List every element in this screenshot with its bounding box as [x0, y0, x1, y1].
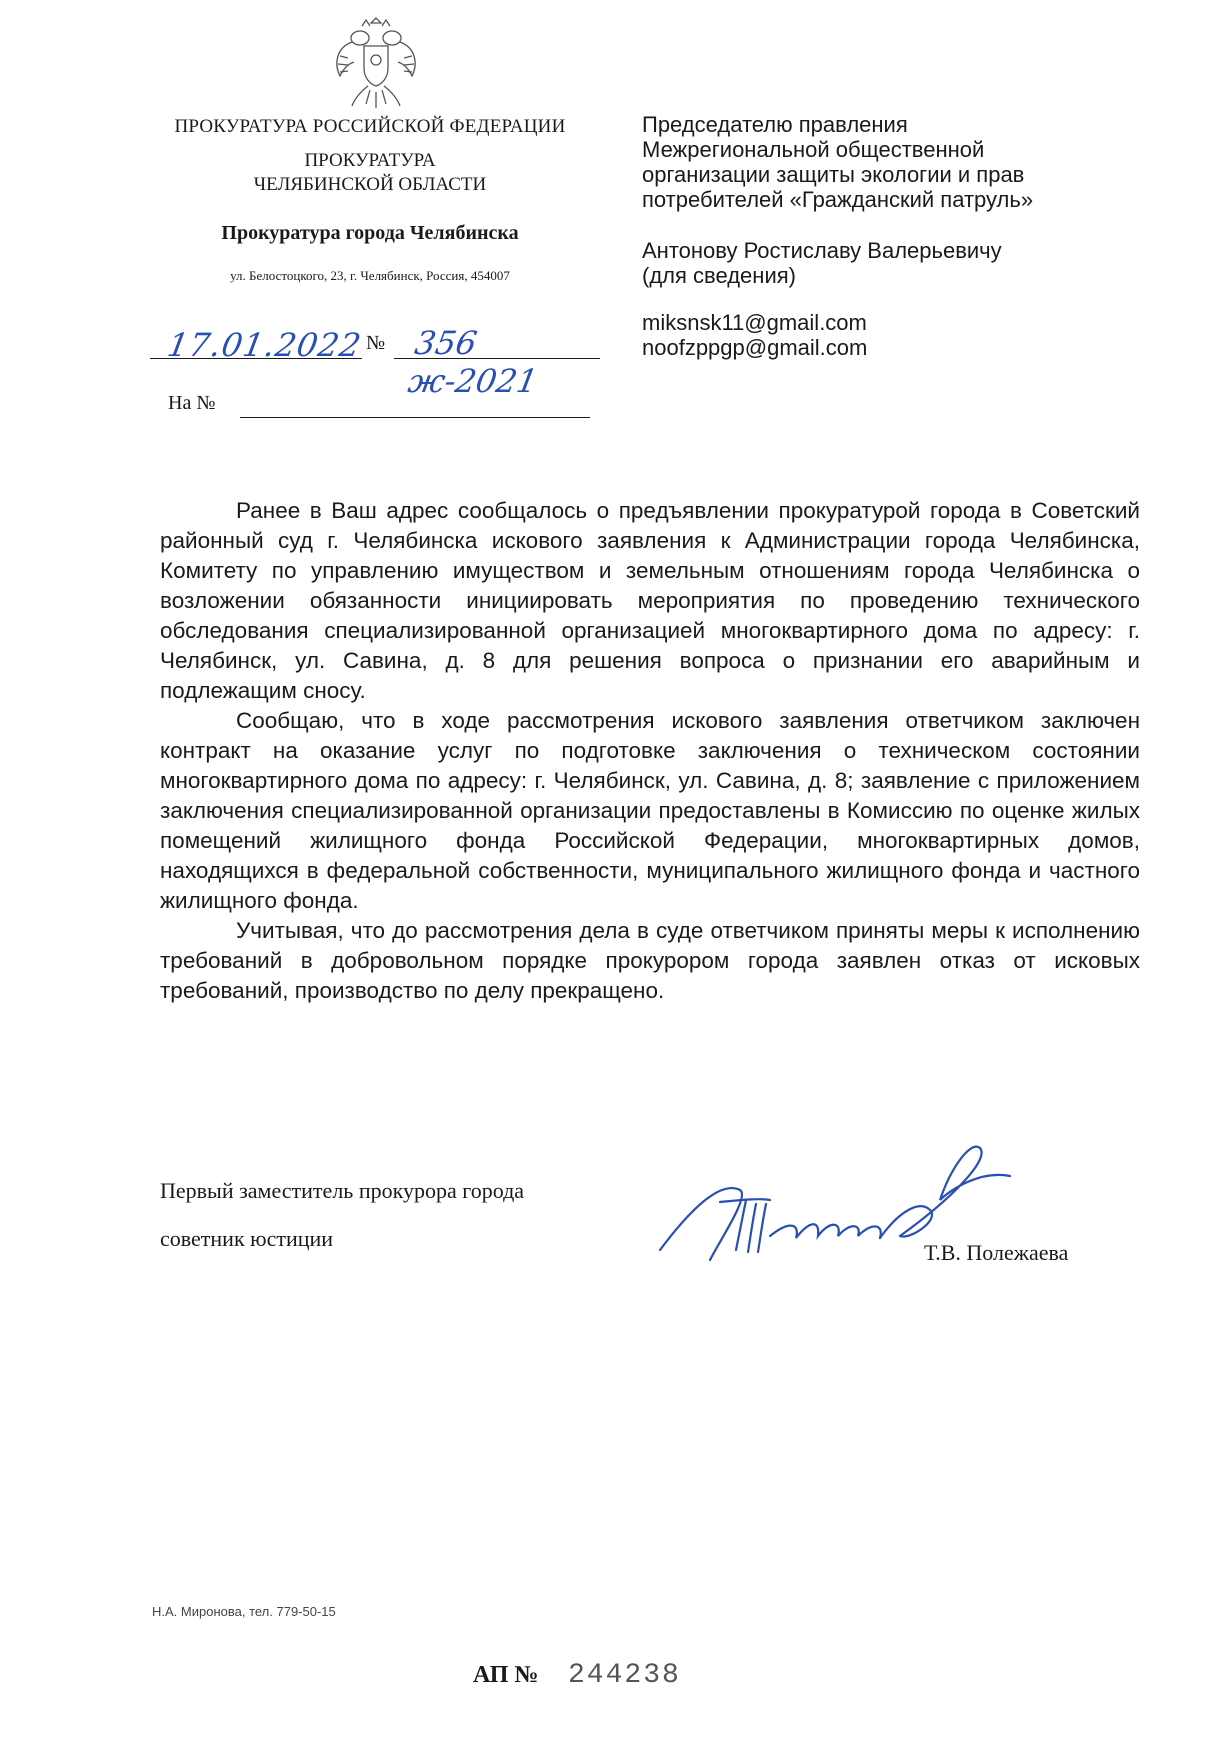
reply-reference-underline — [240, 417, 590, 418]
addressee-emails — [642, 310, 867, 360]
signer-position: Первый заместитель прокурора города — [160, 1178, 525, 1203]
form-serial-number: 244238 — [568, 1660, 681, 1691]
email-1: miksnsk11@gmail.com — [642, 310, 867, 335]
addressee-note: (для сведения) — [642, 263, 796, 288]
addressee-name: Антонову Ростиславу Валерьевичу — [642, 238, 1002, 263]
double-headed-eagle-emblem-icon — [330, 12, 422, 112]
addressee-line: потребителей «Гражданский патруль» — [642, 187, 1034, 212]
number-sign: № — [366, 332, 386, 354]
addressee-line: Межрегиональной общественной — [642, 137, 985, 162]
paragraph-2: Сообщаю, что в ходе рассмотрения искового заявления ответчиком заключен контракт на оказание услуг по подготовке заключения о техническом состоянии многоквартирного дома по адресу: г. Челябинск, ул. Савина, д. 8; заявление с приложением заключения специализированной организации предоставлены в Комиссию по оценке жилых помещений жилищного фонда Российской Федерации, многоквартирных домов, находящихся в федеральной собственности, муниципального жилищного фонда и частного жилищного фонда. — [160, 708, 1140, 913]
paragraph-1: Ранее в Ваш адрес сообщалось о предъявлении прокуратурой города в Советский районный суд г. Челябинска искового заявления к Администрации города Челябинска, Комитету по управлению имуществом и земельным отношениям города Челябинска о возложении обязанности инициировать мероприятия по проведению технического обследования специализированной организацией многоквартирного дома по адресу: г. Челябинск, ул. Савина, д. 8 для решения вопроса о признании его аварийным и подлежащим сносу. — [160, 498, 1140, 703]
addressee-line: организации защиты экологии и прав — [642, 162, 1025, 187]
addressee-organization — [642, 112, 1033, 212]
email-2: noofzppgp@gmail.com — [642, 335, 868, 360]
signer-name: Т.В. Полежаева — [924, 1240, 1069, 1265]
handwritten-number: 356 ж-2021 — [405, 324, 541, 400]
paragraph-3: Учитывая, что до рассмотрения дела в суде ответчиком приняты меры к исполнению требований в добровольном порядке прокурором города заявлен отказ от исковых требований, производство по делу прекращено. — [160, 918, 1140, 1003]
agency-title: ПРОКУРАТУРА РОССИЙСКОЙ ФЕДЕРАЦИИ — [174, 116, 566, 137]
registration-row — [150, 322, 610, 400]
reply-reference-label: На № — [168, 392, 216, 414]
signer-rank: советник юстиции — [160, 1226, 334, 1251]
office-address: ул. Белостоцкого, 23, г. Челябинск, Россия, 454007 — [230, 268, 510, 283]
handwritten-date: 17.01.2022 — [164, 326, 365, 364]
regional-office-line1: ПРОКУРАТУРА — [304, 150, 436, 171]
letter-body — [160, 496, 1140, 1006]
addressee-person — [642, 238, 1002, 288]
regional-office-line2: ЧЕЛЯБИНСКОЙ ОБЛАСТИ — [253, 174, 487, 195]
form-series-label: АП № — [473, 1662, 539, 1688]
addressee-line: Председателю правления — [642, 112, 908, 137]
executor-contact: Н.А. Миронова, тел. 779-50-15 — [152, 1604, 336, 1619]
city-office-name: Прокуратура города Челябинска — [221, 222, 519, 244]
